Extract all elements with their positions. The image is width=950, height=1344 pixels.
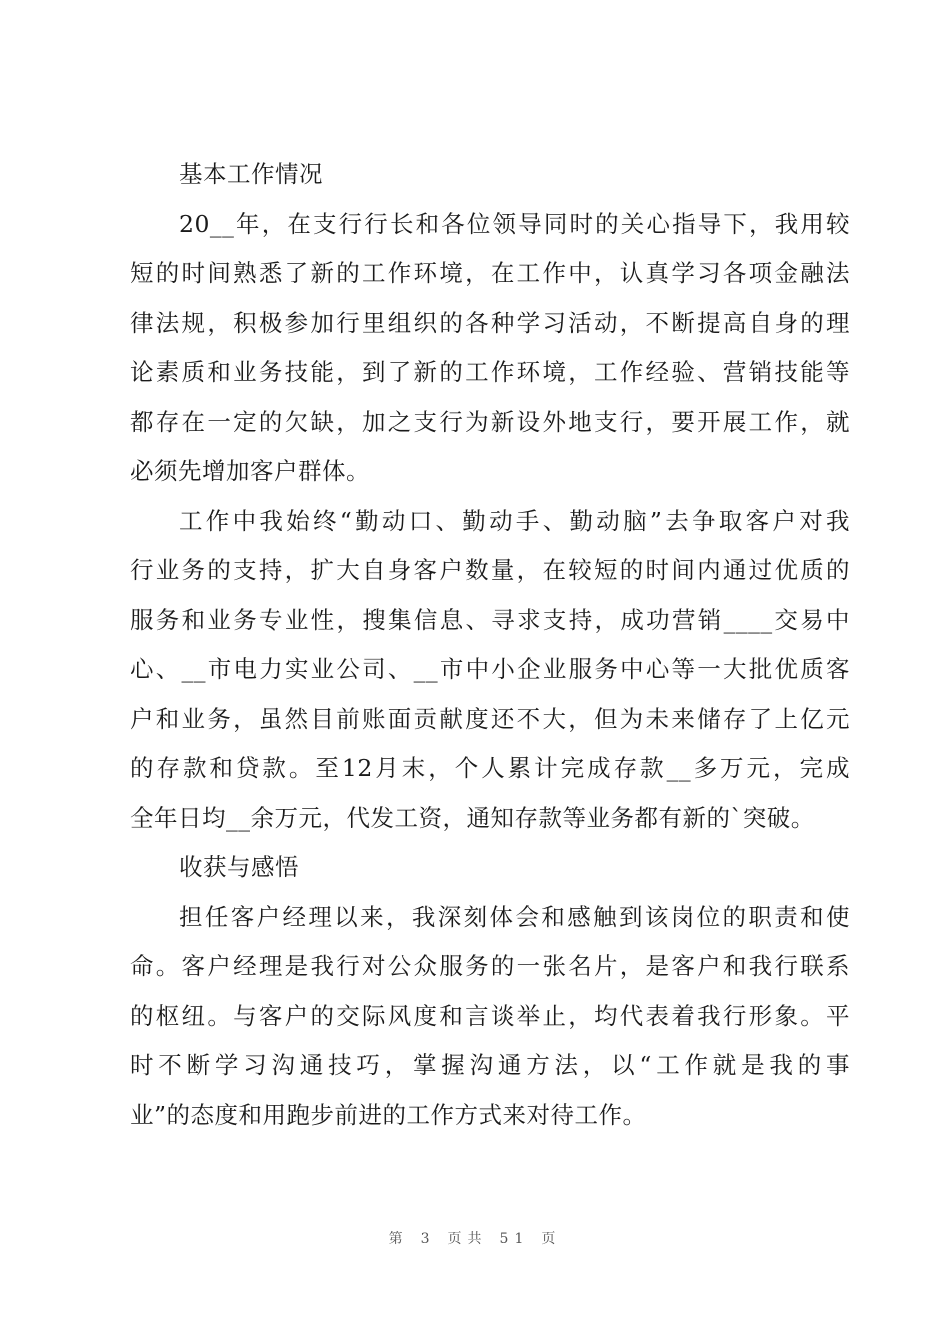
paragraph-line: 工作中我始终“勤动口、勤动手、勤动脑”去争取客户对我 [179,506,850,535]
paragraph-line: 20__年，在支行行长和各位领导同时的关心指导下，我用较 [179,209,850,238]
paragraph-line: 服务和业务专业性，搜集信息、寻求支持，成功营销____交易中 [130,605,850,634]
paragraph-1 [130,200,850,497]
paragraph-line: 的枢纽。与客户的交际风度和言谈举止，均代表着我行形象。平 [130,1001,850,1030]
paragraph-line: 短的时间熟悉了新的工作环境，在工作中，认真学习各项金融法 [130,259,850,287]
page-footer [0,1228,950,1248]
section-heading-basic-work: 基本工作情况 [179,160,323,188]
footer-suffix: 页 [541,1231,562,1247]
paragraph-line: 都存在一定的欠缺，加之支行为新设外地支行，要开展工作，就 [130,407,850,436]
document-page [130,150,850,1140]
paragraph-line: 命。客户经理是我行对公众服务的一张名片，是客户和我行联系 [130,952,850,980]
paragraph-line: 全年日均__余万元，代发工资，通知存款等业务都有新的`突破。 [130,803,815,832]
section-heading-gains: 收获与感悟 [179,853,299,881]
footer-total-pages: 51 [499,1231,530,1247]
paragraph-line: 律法规，积极参加行里组织的各种学习活动，不断提高自身的理 [130,308,850,337]
paragraph-line: 户和业务，虽然目前账面贡献度还不大，但为未来储存了上亿元 [130,704,850,733]
footer-page-number: 3 [420,1231,436,1247]
paragraph-line: 心、__市电力实业公司、__市中小企业服务中心等一大批优质客 [130,655,850,683]
paragraph-2 [130,497,850,844]
paragraph-line: 行业务的支持，扩大自身客户数量，在较短的时间内通过优质的 [130,556,850,584]
paragraph-line: 时不断学习沟通技巧，掌握沟通方法，以“工作就是我的事 [130,1051,850,1079]
paragraph-line: 业”的态度和用跑步前进的工作方式来对待工作。 [130,1100,647,1129]
paragraph-line: 担任客户经理以来，我深刻体会和感触到该岗位的职责和使 [179,902,850,931]
footer-prefix: 第 [388,1231,409,1247]
footer-middle: 页共 [447,1231,488,1247]
paragraph-line: 论素质和业务技能，到了新的工作环境，工作经验、营销技能等 [130,358,850,386]
paragraph-line: 必须先增加客户群体。 [130,457,370,485]
paragraph-line: 的存款和贷款。至12月末，个人累计完成存款__多万元，完成 [130,754,850,782]
paragraph-3 [130,893,850,1141]
